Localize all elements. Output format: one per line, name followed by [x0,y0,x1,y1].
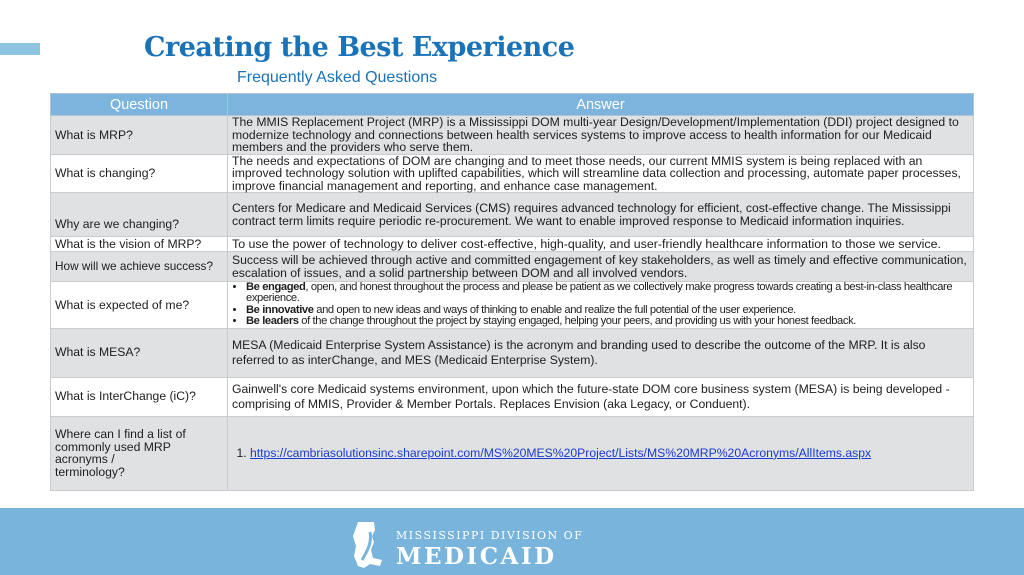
expectations-list [232,282,969,328]
question-cell: What is MRP? [51,116,228,155]
table-row [51,116,974,155]
acronyms-link[interactable]: https://cambriasolutionsinc.sharepoint.com/MS%20MES%20Project/Lists/MS%20MRP%20Acronyms/AllItems.aspx [250,445,872,460]
acronyms-list [232,447,969,460]
table-row [51,154,974,193]
bullet-bold: Be leaders [246,315,299,328]
question-cell: What is InterChange (iC)? [51,377,228,416]
question-cell: What is changing? [51,154,228,193]
bullet-text: , open, and honest throughout the process and please be patient as we collectively make progress towards creating a best-in-class healthcare experience. [246,281,953,305]
bullet-text: of the change throughout the project by staying engaged, helping your peers, and providing us with your honest feedback. [298,315,856,328]
accent-bar [0,43,40,55]
question-cell: What is the vision of MRP? [51,237,228,252]
list-item [250,447,969,460]
bullet-text: and open to new ideas and ways of thinking to enable and realize the full potential of the user experience. [313,303,796,316]
answer-cell: MESA (Medicaid Enterprise System Assistance) is the acronym and branding used to describe the outcome of the MRP. It is also referred to as interChange, and MES (Medicaid Enterprise System). [228,328,974,377]
list-item [246,316,969,327]
answer-cell: Success will be achieved through active and committed engagement of key stakeholders, as well as timely and effective communication, escalation of issues, and a solid partnership between DOM and all involved vendors. [228,252,974,282]
medicaid-logo [348,520,588,570]
logo-top-text: MISSISSIPPI DIVISION OF [396,529,584,542]
question-column-header: Question [51,94,228,116]
answer-cell: To use the power of technology to deliver cost-effective, high-quality, and user-friendly healthcare information to those we service. [228,237,974,252]
page-title: Creating the Best Experience [144,32,575,63]
table-row [51,237,974,252]
question-cell: What is MESA? [51,328,228,377]
bullet-bold: Be innovative [246,303,314,316]
question-cell: What is expected of me? [51,282,228,329]
table-row [51,193,974,237]
list-item [246,282,969,305]
table-row [51,328,974,377]
mississippi-state-icon [348,520,390,570]
page-subtitle: Frequently Asked Questions [237,69,438,86]
question-cell: How will we achieve success? [51,252,228,282]
table-row [51,377,974,416]
table-header-row [51,94,974,116]
footer-band [0,508,1024,575]
question-cell: Why are we changing? [51,193,228,237]
answer-cell: Centers for Medicare and Medicaid Services (CMS) requires advanced technology for efficient, cost-effective change. The Mississippi contract term limits require periodic re-procurement. We want to enable improved response to Medicaid information inquiries. [228,193,974,237]
bullet-bold: Be engaged [246,281,306,293]
answer-cell [228,416,974,490]
table-row [51,282,974,329]
answer-column-header: Answer [228,94,974,116]
answer-cell [228,282,974,329]
answer-cell: The MMIS Replacement Project (MRP) is a Mississippi DOM multi-year Design/Development/Implementation (DDI) project designed to modernize technology and connections between health services systems to improve access to health information for our Medicaid members and the providers who serve them. [228,116,974,155]
table-row [51,416,974,490]
answer-cell: The needs and expectations of DOM are changing and to meet those needs, our current MMIS system is being replaced with an improved technology solution with uplifted capabilities, which will streamline data collection and processing, automate paper processes, improve financial management and reporting, and enhance case management. [228,154,974,193]
question-cell: Where can I find a list of commonly used MRP acronyms / terminology? [51,416,228,490]
logo-main-text: MEDICAID [396,543,557,570]
table-row [51,252,974,282]
answer-cell: Gainwell's core Medicaid systems environment, upon which the future-state DOM core business system (MESA) is being developed - comprising of MMIS, Provider & Member Portals. Replaces Envision (aka Legacy, or Conduent). [228,377,974,416]
faq-table [50,93,974,491]
